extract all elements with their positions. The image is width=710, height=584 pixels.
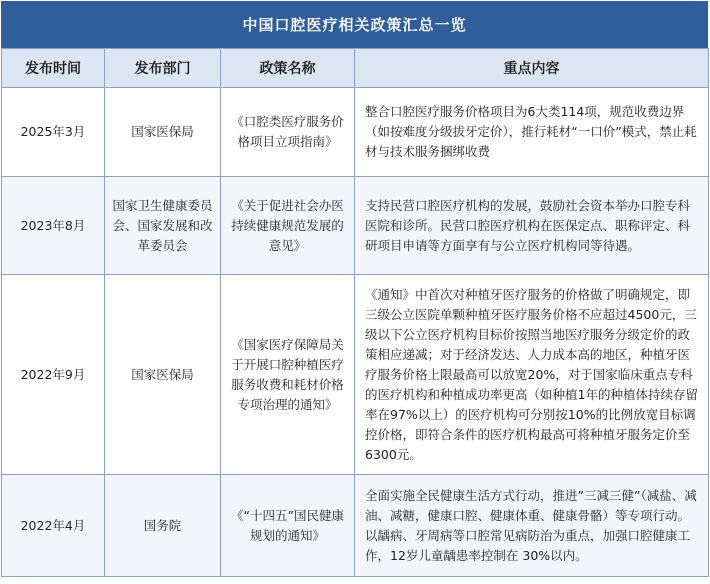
cell-dept: 国家医保局 [105, 275, 221, 475]
cell-policy: 《“十四五”国民健康规划的通知》 [221, 475, 355, 577]
header-dept: 发布部门 [105, 49, 221, 88]
header-policy: 政策名称 [221, 49, 355, 88]
cell-dept: 国家卫生健康委员会、国家发展和改革委员会 [105, 177, 221, 275]
cell-date: 2022年9月 [2, 275, 105, 475]
policy-table-container [1, 1, 708, 577]
cell-content: 全面实施全民健康生活方式行动，推进”三减三健”（减盐、减油、减糖，健康口腔、健康体重、健康骨骼）等专项行动。以龋病、牙周病等口腔常见病防治为重点，加强口腔健康工作，12岁儿童龋患率控制在 30%以内。 [355, 475, 709, 577]
table-row [2, 88, 709, 177]
cell-content: 《通知》中首次对种植牙医疗服务的价格做了明确规定，即三级公立医院单颗种植牙医疗服务价格不应超过4500元，三级以下公立医疗机构目标价按照当地医疗服务分级定价的政策相应递减；对于经济发达、人力成本高的地区，种植牙医疗服务价格上限最高可以放宽20%，对于国家临床重点专科的医疗机构和种植成功率更高（如种植1年的种植体持续存留率在97%以上）的医疗机构可分别按10%的比例放宽目标调控价格，即符合条件的医疗机构最高可将种植牙服务定价至6300元。 [355, 275, 709, 475]
cell-date: 2025年3月 [2, 88, 105, 177]
table-row [2, 177, 709, 275]
header-date: 发布时间 [2, 49, 105, 88]
cell-dept: 国家医保局 [105, 88, 221, 177]
cell-date: 2023年8月 [2, 177, 105, 275]
cell-content: 整合口腔医疗服务价格项目为6大类114项，规范收费边界（如按难度分级拔牙定价），推行耗材“一口价”模式，禁止耗材与技术服务捆绑收费 [355, 88, 709, 177]
cell-dept: 国务院 [105, 475, 221, 577]
cell-policy: 《口腔类医疗服务价格项目立项指南》 [221, 88, 355, 177]
table-row [2, 475, 709, 577]
table-row [2, 275, 709, 475]
cell-date: 2022年4月 [2, 475, 105, 577]
cell-content: 支持民营口腔医疗机构的发展，鼓励社会资本举办口腔专科医院和诊所。民营口腔医疗机构在医保定点、职称评定、科研项目申请等方面享有与公立医疗机构同等待遇。 [355, 177, 709, 275]
cell-policy: 《国家医疗保障局关于开展口腔种植医疗服务收费和耗材价格专项治理的通知》 [221, 275, 355, 475]
policy-table [1, 48, 709, 577]
header-content: 重点内容 [355, 49, 709, 88]
cell-policy: 《关于促进社会办医持续健康规范发展的意见》 [221, 177, 355, 275]
header-row [2, 49, 709, 88]
table-title: 中国口腔医疗相关政策汇总一览 [1, 1, 708, 48]
